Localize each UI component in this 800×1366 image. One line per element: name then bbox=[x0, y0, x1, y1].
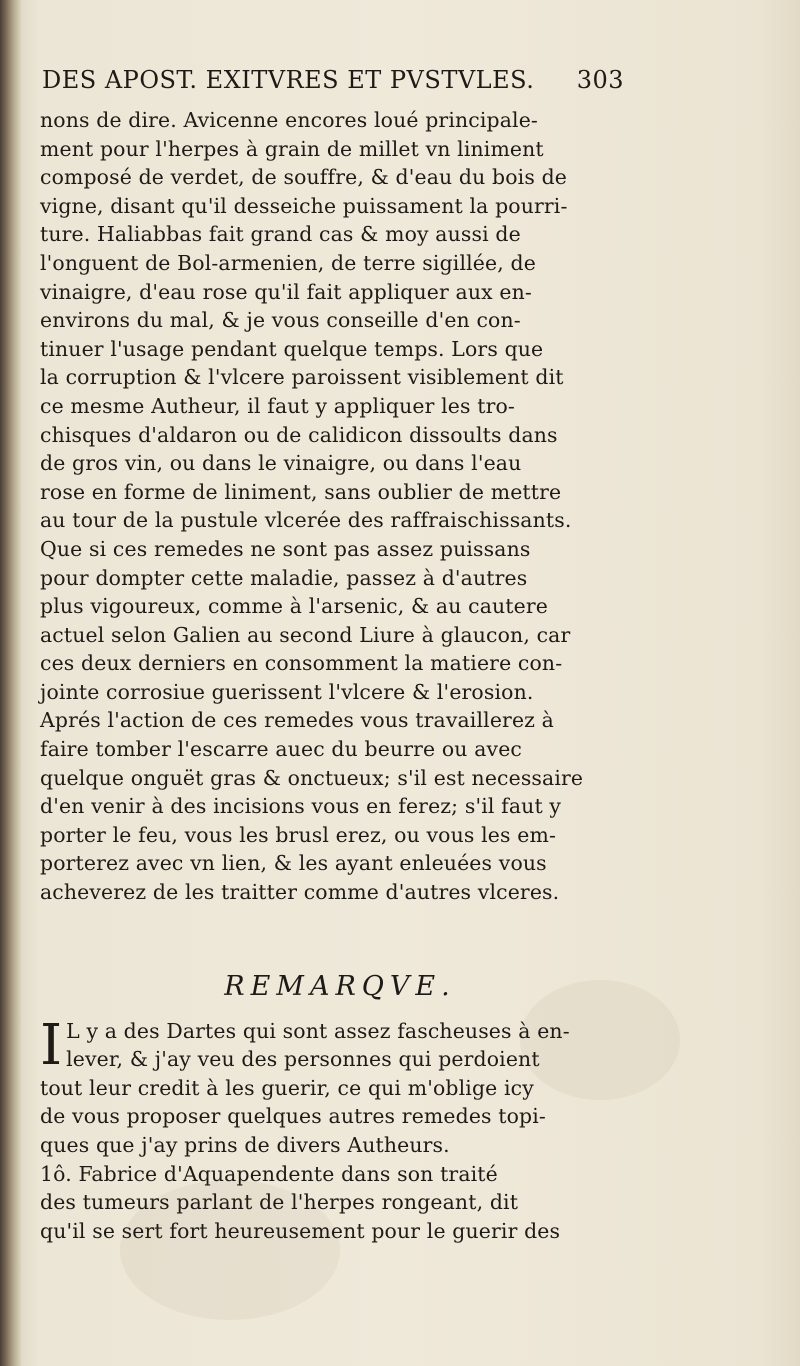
running-head bbox=[42, 66, 624, 106]
text-line: de vous proposer quelques autres remedes topi- bbox=[40, 1104, 546, 1129]
paragraph-1 bbox=[40, 106, 640, 907]
text-line: ces deux derniers en consomment la matiere con- bbox=[40, 651, 563, 676]
text-line: la corruption & l'vlcere paroissent visiblement dit bbox=[40, 365, 564, 390]
text-line: vigne, disant qu'il desseiche puissament la pourri- bbox=[40, 193, 568, 218]
text-line: 1ô. Fabrice d'Aquapendente dans son traité bbox=[40, 1161, 498, 1186]
text-line: l'onguent de Bol-armenien, de terre sigillée, de bbox=[40, 250, 536, 275]
drop-cap: I bbox=[40, 1012, 63, 1078]
text-line: porterez avec vn lien, & les ayant enleuées vous bbox=[40, 851, 547, 876]
text-line: qu'il se sert fort heureusement pour le guerir des bbox=[40, 1218, 561, 1243]
text-line: Que si ces remedes ne sont pas assez puissans bbox=[40, 536, 531, 561]
text-line: faire tomber l'escarre auec du beurre ou avec bbox=[40, 737, 522, 762]
section-heading: REMARQVE. bbox=[224, 970, 456, 1002]
text-line: nons de dire. Avicenne encores loué principale- bbox=[40, 108, 538, 132]
text-line: jointe corrosiue guerissent l'vlcere & l'erosion. bbox=[40, 679, 534, 704]
text-line: plus vigoureux, comme à l'arsenic, & au cautere bbox=[40, 594, 548, 619]
text-line: quelque onguët gras & onctueux; s'il est necessaire bbox=[40, 765, 584, 790]
text-line: chisques d'aldaron ou de calidicon dissoults dans bbox=[40, 422, 558, 447]
text-line: rose en forme de liniment, sans oublier de mettre bbox=[40, 479, 562, 504]
paragraph-2 bbox=[40, 1012, 640, 1246]
text-line: ques que j'ay prins de divers Autheurs. bbox=[40, 1133, 450, 1157]
text-line: Aprés l'action de ces remedes vous travaillerez à bbox=[40, 708, 554, 733]
text-line: des tumeurs parlant de l'herpes rongeant, dit bbox=[40, 1190, 519, 1215]
text-line: composé de verdet, de souffre, & d'eau du bois de bbox=[40, 165, 567, 190]
text-line: actuel selon Galien au second Liure à glaucon, car bbox=[40, 622, 571, 647]
text-line: environs du mal, & je vous conseille d'en con- bbox=[40, 308, 521, 333]
text-line: ment pour l'herpes à grain de millet vn liniment bbox=[40, 136, 544, 161]
binding-edge bbox=[0, 0, 22, 1366]
paragraph-2-lines bbox=[40, 1074, 640, 1246]
text-line: lever, & j'ay veu des personnes qui perdoient bbox=[66, 1047, 540, 1072]
text-line: L y a des Dartes qui sont assez fascheuses à en- bbox=[66, 1018, 570, 1043]
page-number: 303 bbox=[576, 66, 624, 94]
text-line: d'en venir à des incisions vous en ferez; s'il faut y bbox=[40, 794, 562, 819]
text-line: de gros vin, ou dans le vinaigre, ou dans l'eau bbox=[40, 451, 522, 476]
text-line: ture. Haliabbas fait grand cas & moy aussi de bbox=[40, 222, 521, 247]
text-line: pour dompter cette maladie, passez à d'autres bbox=[40, 565, 528, 590]
dropcap-block bbox=[40, 1012, 640, 1078]
text-line: porter le feu, vous les brusl erez, ou vous les em- bbox=[40, 822, 556, 847]
text-line: tinuer l'usage pendant quelque temps. Lors que bbox=[40, 336, 544, 361]
text-line: au tour de la pustule vlcerée des raffraischissants. bbox=[40, 508, 572, 533]
running-head-title: DES APOST. EXITVRES ET PVSTVLES. bbox=[42, 66, 535, 94]
text-line: acheverez de les traitter comme d'autres vlceres. bbox=[40, 880, 560, 905]
text-block bbox=[40, 66, 640, 1245]
text-line: ce mesme Autheur, il faut y appliquer les tro- bbox=[40, 393, 515, 418]
text-line: tout leur credit à les guerir, ce qui m'oblige icy bbox=[40, 1075, 534, 1100]
text-line: vinaigre, d'eau rose qu'il fait appliquer aux en- bbox=[40, 279, 532, 304]
